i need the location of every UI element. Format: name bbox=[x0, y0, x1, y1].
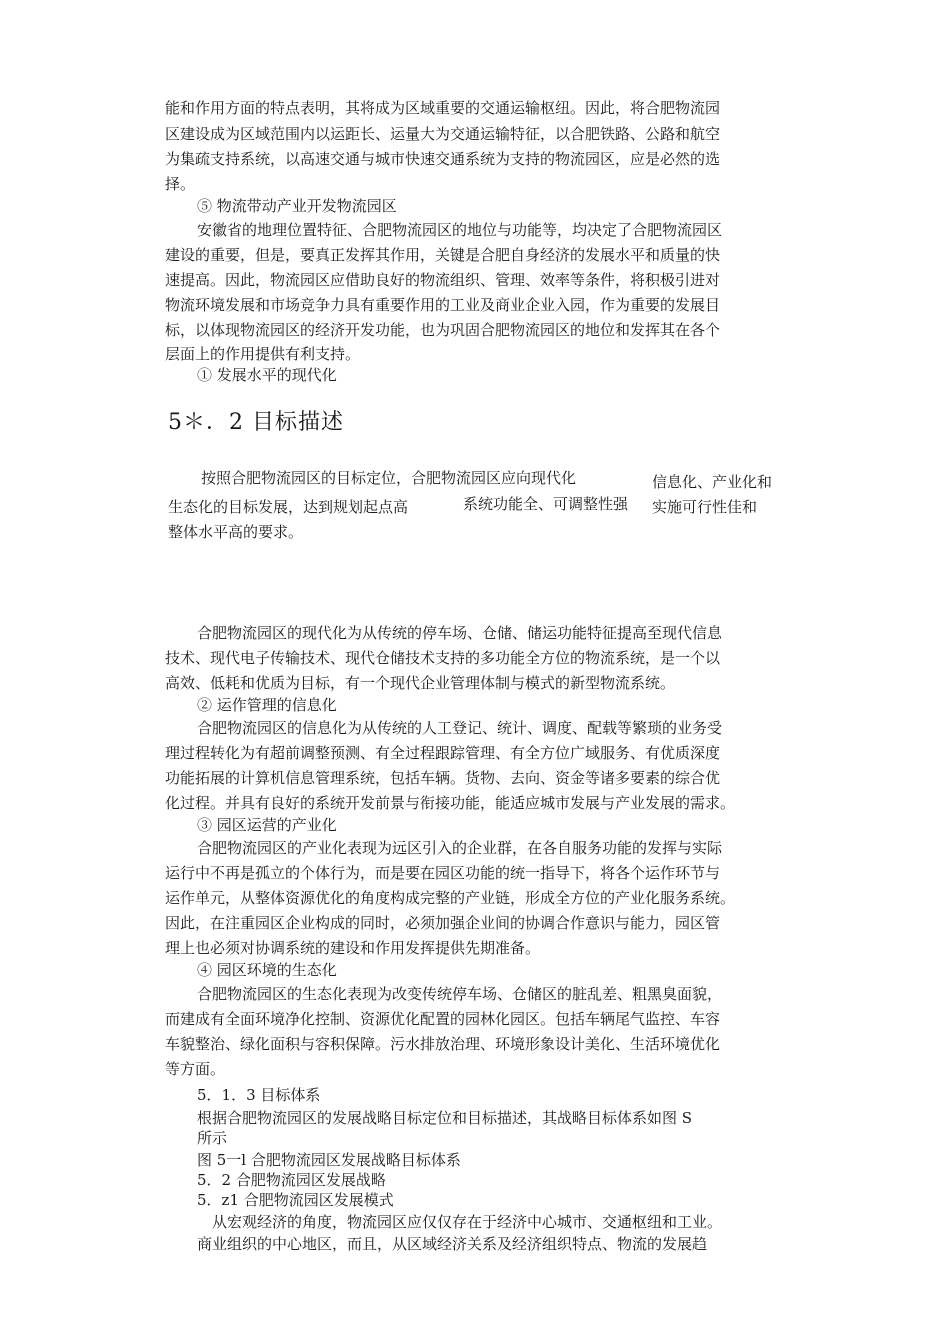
text-line: 系统功能全、可调整性强 bbox=[463, 495, 629, 513]
text-line: 速提高。因此，物流园区应借助良好的物流组织、管理、效率等条件，将积极引进对 bbox=[165, 271, 721, 289]
text-line: 信息化、产业化和 bbox=[652, 473, 773, 491]
text-line: 所示 bbox=[197, 1129, 228, 1147]
text-line: 整体水平高的要求。 bbox=[168, 523, 304, 541]
text-line: 功能拓展的计算机信息管理系统，包括车辆。货物、去向、资金等诸多要素的综合优 bbox=[165, 769, 721, 787]
list-item-heading: ④ 园区环境的生态化 bbox=[197, 961, 337, 979]
text-line: 实施可行性佳和 bbox=[652, 498, 758, 516]
text-line: 车貌整治、绿化面积与容积保障。污水排放治理、环境形象设计美化、生活环境优化 bbox=[165, 1035, 721, 1053]
subsection-heading: 5．z1 合肥物流园区发展模式 bbox=[197, 1191, 394, 1209]
text-line: 安徽省的地理位置特征、合肥物流园区的地位与功能等，均决定了合肥物流园区 bbox=[197, 221, 723, 239]
text-line: 择。 bbox=[165, 175, 196, 193]
text-line: 物流环境发展和市场竞争力具有重要作用的工业及商业企业入园，作为重要的发展目 bbox=[165, 296, 721, 314]
text-line: 建设的重要，但是，要真正发挥其作用，关键是合肥自身经济的发展水平和质量的快 bbox=[165, 246, 721, 264]
subsection-heading: 5．2 合肥物流园区发展战略 bbox=[197, 1171, 386, 1189]
text-line: 运作单元，从整体资源优化的角度构成完整的产业链，形成全方位的产业化服务系统。 bbox=[165, 889, 736, 907]
list-item-heading: ① 发展水平的现代化 bbox=[197, 366, 337, 384]
text-line: 化过程。并具有良好的系统开发前景与衔接功能，能适应城市发展与产业发展的需求。 bbox=[165, 794, 736, 812]
text-line: 根据合肥物流园区的发展战略目标定位和目标描述，其战略目标体系如图 S bbox=[197, 1109, 693, 1127]
text-line: 合肥物流园区的产业化表现为远区引入的企业群，在各自服务功能的发挥与实际 bbox=[197, 839, 723, 857]
text-line: 合肥物流园区的信息化为从传统的人工登记、统计、调度、配载等繁琐的业务受 bbox=[197, 719, 723, 737]
text-line: 能和作用方面的特点表明，其将成为区域重要的交通运输枢纽。因此，将合肥物流园 bbox=[165, 99, 721, 117]
text-line: 层面上的作用提供有利支持。 bbox=[165, 345, 361, 363]
text-line: 商业组织的中心地区，而且，从区域经济关系及经济组织特点、物流的发展趋 bbox=[197, 1235, 708, 1253]
text-line: 等方面。 bbox=[165, 1060, 226, 1078]
list-item-heading: ⑤ 物流带动产业开发物流园区 bbox=[197, 197, 397, 215]
figure-caption: 图 5一l 合肥物流园区发展战略目标体系 bbox=[197, 1151, 461, 1169]
list-item-heading: ③ 园区运营的产业化 bbox=[197, 816, 337, 834]
text-line: 而建成有全面环境净化控制、资源优化配置的园林化园区。包括车辆尾气监控、车容 bbox=[165, 1010, 721, 1028]
text-line: 从宏观经济的角度，物流园区应仅仅存在于经济中心城市、交通枢纽和工业。 bbox=[212, 1213, 723, 1231]
text-line: 为集疏支持系统，以高速交通与城市快速交通系统为支持的物流园区，应是必然的选 bbox=[165, 150, 721, 168]
text-line: 生态化的目标发展，达到规划起点高 bbox=[168, 498, 409, 516]
text-line: 运行中不再是孤立的个体行为，而是要在园区功能的统一指导下，将各个运作环节与 bbox=[165, 864, 721, 882]
subsection-heading: 5．1．3 目标体系 bbox=[197, 1086, 321, 1104]
list-item-heading: ② 运作管理的信息化 bbox=[197, 696, 337, 714]
text-line: 合肥物流园区的生态化表现为改变传统停车场、仓储区的脏乱差、粗黑臭面貌， bbox=[197, 985, 723, 1003]
section-heading: 5＊．2 目标描述 bbox=[168, 410, 344, 435]
text-line: 标，以体现物流园区的经济开发功能，也为巩固合肥物流园区的地位和发挥其在各个 bbox=[165, 321, 721, 339]
text-line: 因此，在注重园区企业构成的同时，必须加强企业间的协调合作意识与能力，园区管 bbox=[165, 914, 721, 932]
text-line: 按照合肥物流园区的目标定位，合肥物流园区应向现代化 bbox=[201, 469, 577, 487]
text-line: 合肥物流园区的现代化为从传统的停车场、仓储、储运功能特征提高至现代信息 bbox=[197, 624, 723, 642]
text-line: 理上也必须对协调系统的建设和作用发挥提供先期准备。 bbox=[165, 939, 541, 957]
text-line: 区建设成为区域范围内以运距长、运量大为交通运输特征，以合肥铁路、公路和航空 bbox=[165, 125, 721, 143]
text-line: 技术、现代电子传输技术、现代仓储技术支持的多功能全方位的物流系统，是一个以 bbox=[165, 649, 721, 667]
text-line: 高效、低耗和优质为目标，有一个现代企业管理体制与模式的新型物流系统。 bbox=[165, 674, 676, 692]
text-line: 理过程转化为有超前调整预测、有全过程跟踪管理、有全方位广域服务、有优质深度 bbox=[165, 744, 721, 762]
